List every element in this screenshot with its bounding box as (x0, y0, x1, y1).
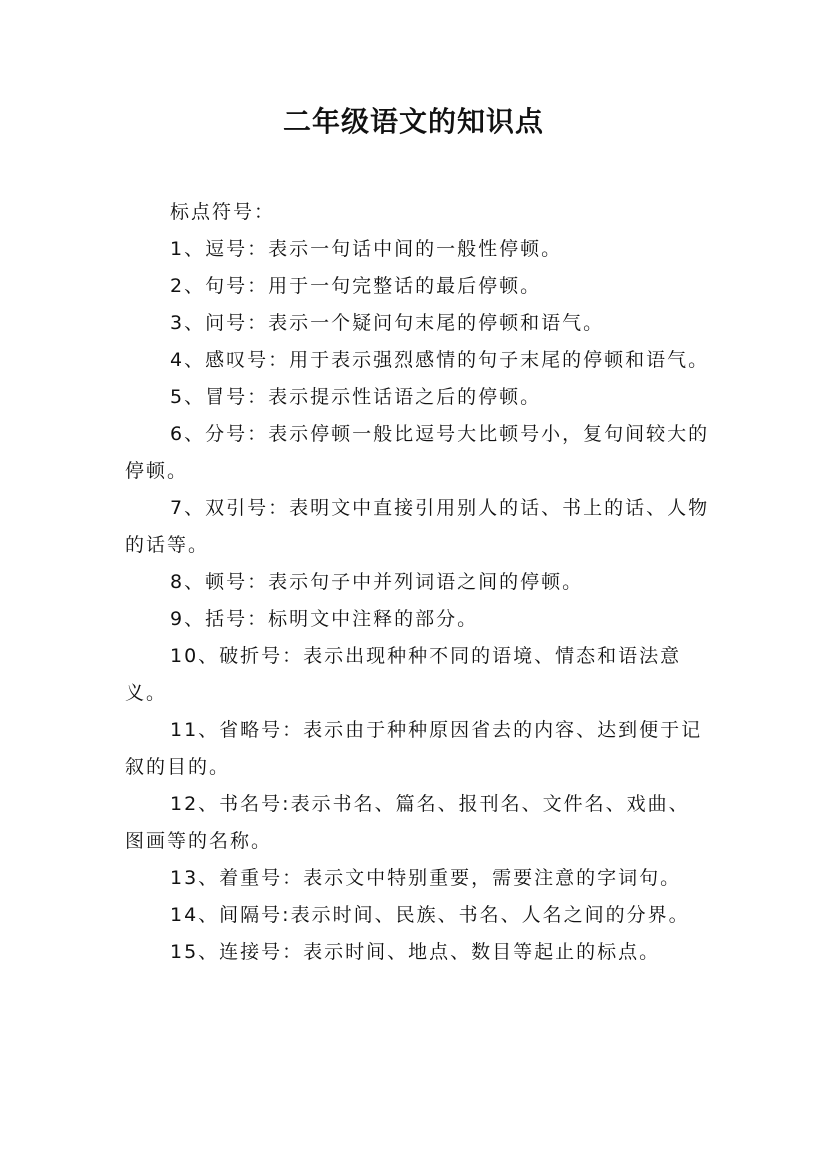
paragraph-item: 12、书名号:表示书名、篇名、报刊名、文件名、戏曲、图画等的名称。 (125, 793, 690, 852)
paragraph-item: 3、问号：表示一个疑问句末尾的停顿和语气。 (170, 312, 605, 334)
paragraph-item: 2、句号：用于一句完整话的最后停顿。 (170, 275, 542, 297)
paragraph-item: 5、冒号：表示提示性话语之后的停顿。 (170, 386, 542, 408)
document-body (125, 194, 710, 971)
paragraph-item: 11、省略号：表示由于种种原因省去的内容、达到便于记叙的目的。 (125, 719, 703, 778)
paragraph-item: 13、着重号：表示文中特别重要，需要注意的字词句。 (170, 867, 682, 889)
paragraph-item: 8、顿号：表示句子中并列词语之间的停顿。 (170, 571, 584, 593)
paragraph-item: 14、间隔号:表示时间、民族、书名、人名之间的分界。 (170, 904, 690, 926)
paragraph-heading: 标点符号： (170, 201, 276, 223)
paragraph-item: 1、逗号：表示一句话中间的一般性停顿。 (170, 238, 563, 260)
paragraph-item: 10、破折号：表示出现种种不同的语境、情态和语法意义。 (125, 645, 682, 704)
document-title: 二年级语文的知识点 (282, 105, 544, 138)
paragraph-item: 7、双引号：表明文中直接引用别人的话、书上的话、人物的话等。 (125, 497, 710, 556)
paragraph-item: 4、感叹号：用于表示强烈感情的句子末尾的停顿和语气。 (170, 349, 710, 371)
paragraph-item: 9、括号：标明文中注释的部分。 (170, 608, 479, 630)
paragraph-item: 15、连接号：表示时间、地点、数目等起止的标点。 (170, 941, 661, 963)
paragraph-item: 6、分号：表示停顿一般比逗号大比顿号小，复句间较大的停顿。 (125, 423, 710, 482)
